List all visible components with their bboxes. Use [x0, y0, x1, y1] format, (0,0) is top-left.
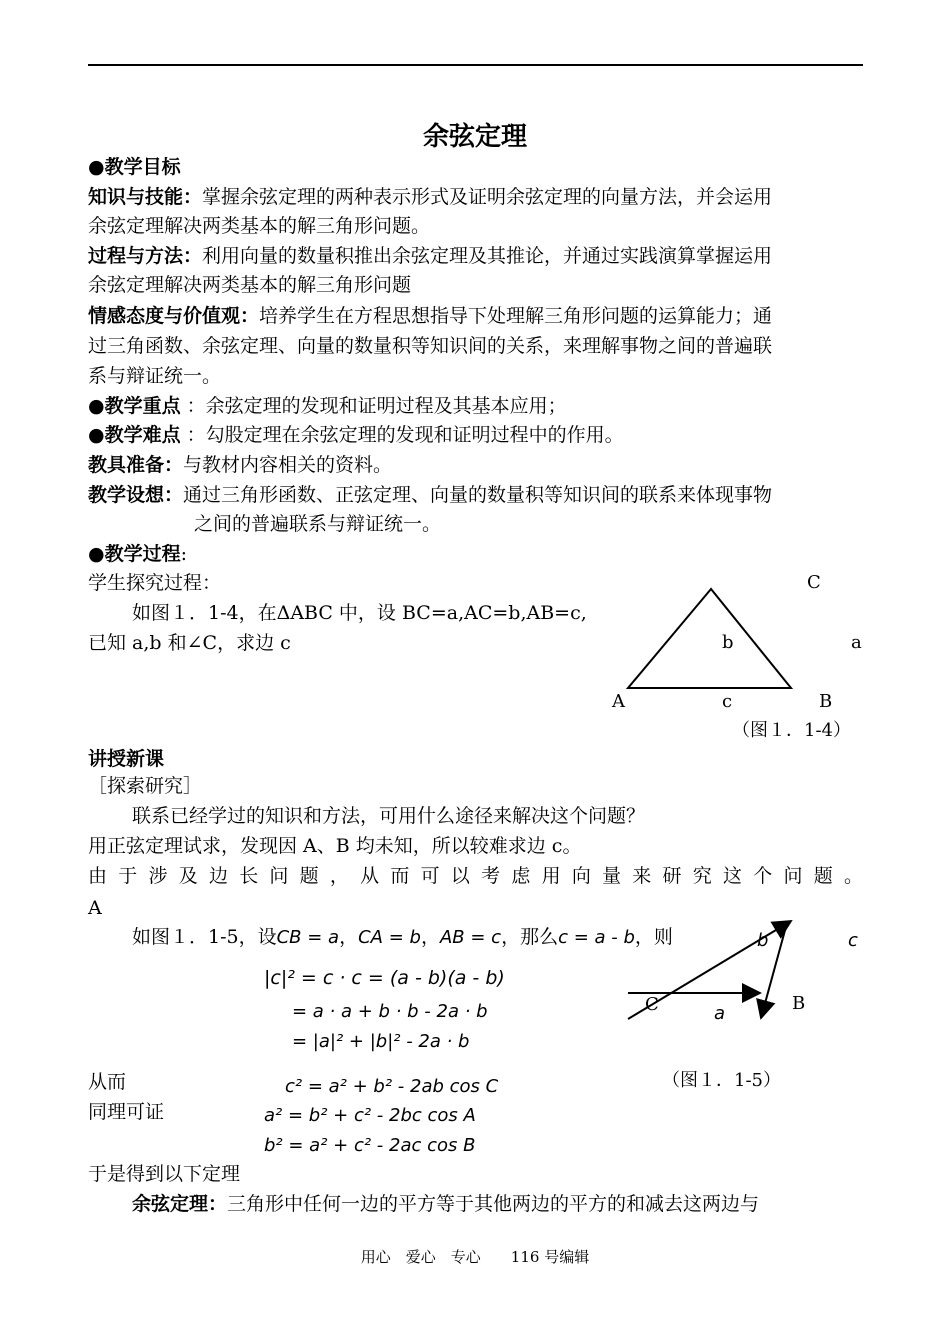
- key-point-text: ：余弦定理的发现和证明过程及其基本应用；: [186, 395, 567, 417]
- derivation-line1: |c|² = c · c = (a - b)(a - b): [264, 967, 505, 989]
- problem-line2: 已知 a,b 和∠C，求边 c: [88, 632, 291, 654]
- vector-intro-prefix: 如图１．1-5，设: [132, 926, 277, 948]
- process-heading-colon: :: [180, 543, 187, 565]
- tools-label: 教具准备：: [88, 454, 184, 476]
- page-footer: 用心 爱心 专心 116 号编辑: [360, 1248, 590, 1266]
- emotion-line2: 过三角函数、余弦定理、向量的数量积等知识间的关系，来理解事物之间的普遍联: [88, 335, 773, 357]
- explore-intro: 学生探究过程：: [88, 572, 222, 594]
- fig1-label-B: B: [819, 691, 833, 712]
- knowledge-label: 知识与技能：: [88, 186, 203, 208]
- fig1-label-a: a: [851, 632, 862, 653]
- fig2-label-B: B: [792, 993, 806, 1014]
- derivation-line3: = |a|² + |b|² - 2a · b: [292, 1031, 470, 1052]
- stray-label-A: A: [88, 897, 102, 919]
- vector-suffix: ，则: [634, 926, 673, 948]
- fig2-label-b: b: [757, 930, 769, 951]
- vector-sep2: ，: [420, 926, 440, 948]
- process-label: 过程与方法：: [88, 245, 203, 267]
- fig1-label-A: A: [612, 691, 625, 712]
- emotion-label: 情感态度与价值观：: [88, 305, 260, 327]
- theorem-text: 三角形中任何一边的平方等于其他两边的平方的和减去这两边与: [227, 1193, 760, 1215]
- fig2-label-a: a: [714, 1003, 726, 1024]
- vector-c: c = a - b: [558, 927, 635, 948]
- process-text: 利用向量的数量积推出余弦定理及其推论，并通过实践演算掌握运用: [202, 245, 773, 267]
- knowledge-line2: 余弦定理解决两类基本的解三角形问题。: [88, 215, 431, 237]
- new-lesson-heading: 讲授新课: [88, 748, 165, 770]
- para3: 由于涉及边长问题，从而可以考虑用向量来研究这个问题。: [88, 865, 863, 887]
- tools-text: 与教材内容相关的资料。: [183, 454, 393, 476]
- para1: 联系已经学过的知识和方法，可用什么途径来解决这个问题？: [132, 805, 646, 827]
- problem-line1: 如图１．1-4，在ΔABC 中，设 BC=a,AC=b,AB=c,: [132, 602, 587, 624]
- derivation-line2: = a · a + b · b - 2a · b: [292, 1001, 488, 1022]
- conclude-text: 于是得到以下定理: [88, 1163, 241, 1185]
- objectives-heading: ●教学目标: [88, 156, 181, 178]
- fig1-label-c: c: [722, 691, 733, 712]
- difficulty-text: ：勾股定理在余弦定理的发现和证明过程中的作用。: [186, 424, 624, 446]
- difficulty-label: ●教学难点: [88, 424, 181, 446]
- fig1-label-C: C: [807, 572, 821, 593]
- idea-label: 教学设想：: [88, 484, 184, 506]
- theorem-label: 余弦定理：: [132, 1193, 228, 1215]
- fig2-caption: （图１．1-5）: [662, 1070, 781, 1091]
- para2: 用正弦定理试求，发现因 A、B 均未知，所以较难求边 c。: [88, 835, 582, 857]
- process-line2: 余弦定理解决两类基本的解三角形问题: [88, 274, 412, 296]
- vector-CB: CB = a: [276, 927, 340, 948]
- knowledge-text: 掌握余弦定理的两种表示形式及证明余弦定理的向量方法，并会运用: [202, 186, 773, 208]
- idea-text: 通过三角形函数、正弦定理、向量的数量积等知识间的联系来体现事物: [183, 484, 773, 506]
- fig1-caption: （图１．1-4）: [732, 720, 851, 741]
- process-heading-label: ●教学过程: [88, 543, 181, 565]
- key-point-label: ●教学重点: [88, 395, 181, 417]
- research-heading: ［探索研究］: [88, 775, 203, 797]
- law-of-cosines-b: b² = a² + c² - 2ac cos B: [264, 1135, 476, 1156]
- page-title: 余弦定理: [422, 122, 527, 152]
- theorem-statement: [132, 1192, 759, 1216]
- emotion-text: 培养学生在方程思想指导下处理解三角形问题的运算能力；通: [259, 305, 773, 327]
- emotion-line3: 系与辩证统一。: [88, 365, 222, 387]
- therefore-text: 从而: [88, 1071, 127, 1093]
- vector-AB: AB = c: [439, 927, 502, 948]
- similarly-text: 同理可证: [88, 1101, 165, 1123]
- law-of-cosines-c: c² = a² + b² - 2ab cos C: [285, 1076, 499, 1097]
- law-of-cosines-a: a² = b² + c² - 2bc cos A: [264, 1105, 476, 1126]
- fig2-label-c: c: [848, 930, 858, 951]
- fig1-label-b: b: [722, 632, 734, 653]
- vector-sep1: ，: [339, 926, 359, 948]
- vector-mid: ，那么: [501, 926, 559, 948]
- vector-CA: CA = b: [358, 927, 421, 948]
- fig2-label-C: C: [645, 994, 659, 1015]
- idea-line2: 之间的普遍联系与辩证统一。: [194, 513, 442, 535]
